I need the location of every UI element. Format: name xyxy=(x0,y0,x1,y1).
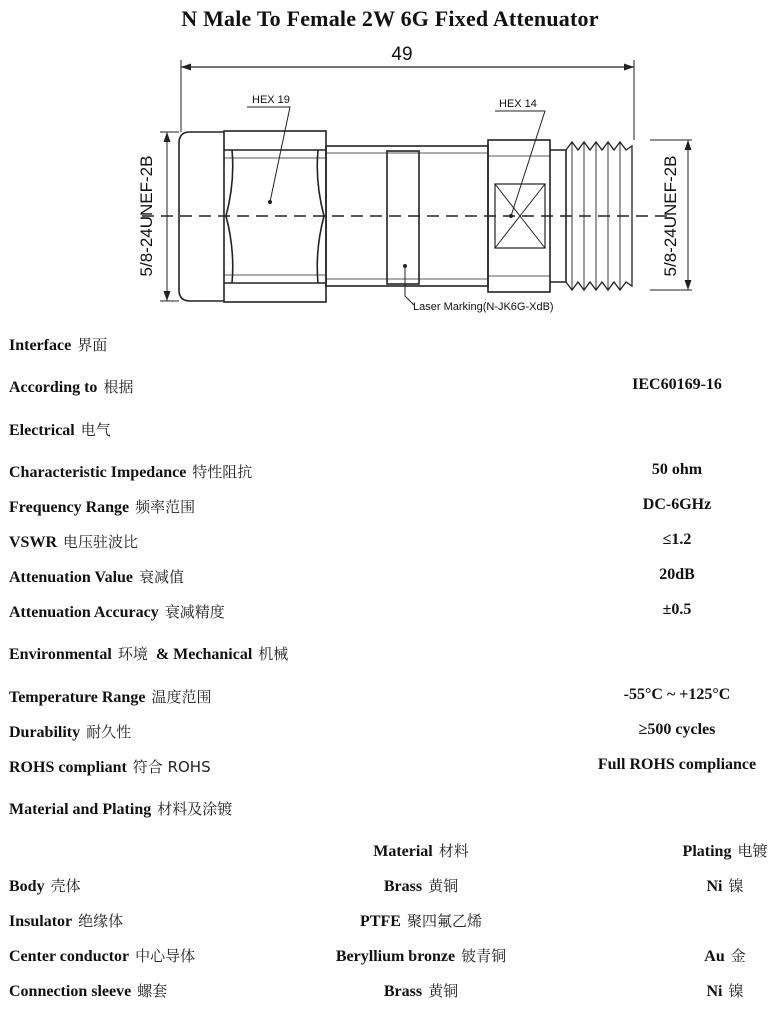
spec-row-attenuation-accuracy: Attenuation Accuracy 衰减精度 ±0.5 xyxy=(9,601,692,621)
spec-value: Full ROHS compliance xyxy=(597,756,757,773)
hex19-label: HEX 19 xyxy=(252,94,290,106)
hex14-label: HEX 14 xyxy=(499,98,537,110)
material-row: Connection sleeve 螺套 Brass 黄铜 Ni 镍 xyxy=(9,982,744,1000)
spec-value: ≤1.2 xyxy=(662,531,692,548)
material-row: Insulator 绝缘体 PTFE 聚四氟乙烯 xyxy=(9,912,482,930)
spec-value: ±0.5 xyxy=(662,601,692,618)
thread-right-label: 5/8-24UNEF-2B xyxy=(661,155,680,277)
material-table-header xyxy=(9,840,771,866)
spec-row-frequency: Frequency Range 频率范围 DC-6GHz xyxy=(9,496,712,516)
page-title: N Male To Female 2W 6G Fixed Attenuator xyxy=(181,6,599,31)
spec-row-according-to: According to 根据 IEC60169-16 xyxy=(9,376,722,396)
spec-value: 20dB xyxy=(659,566,695,583)
spec-row-rohs: ROHS compliant 符合 ROHS Full ROHS compliance xyxy=(9,756,757,776)
spec-value: -55°C ~ +125°C xyxy=(623,686,731,703)
section-material: Material and Plating 材料及涂镀 xyxy=(9,800,233,818)
connector-drawing xyxy=(0,0,780,330)
material-header: Material 材料 xyxy=(373,842,469,860)
material-row: Body 壳体 Brass 黄铜 Ni 镍 xyxy=(9,877,744,895)
dimension-length-label: 49 xyxy=(391,44,413,65)
section-interface: Interface 界面 xyxy=(9,336,108,354)
section-electrical: Electrical 电气 xyxy=(9,421,111,439)
spec-row-durability: Durability 耐久性 ≥500 cycles xyxy=(9,721,716,741)
section-environmental: Environmental 环境 & Mechanical 机械 xyxy=(9,645,289,663)
spec-row-vswr: VSWR 电压驻波比 ≤1.2 xyxy=(9,531,692,551)
spec-value: DC-6GHz xyxy=(642,496,712,513)
spec-value: ≥500 cycles xyxy=(638,721,716,738)
plating-header: Plating 电镀 xyxy=(682,842,768,860)
spec-row-impedance: Characteristic Impedance 特性阻抗 50 ohm xyxy=(9,461,703,481)
spec-value: 50 ohm xyxy=(651,461,703,478)
spec-value: IEC60169-16 xyxy=(632,376,722,393)
spec-row-attenuation-value: Attenuation Value 衰减值 20dB xyxy=(9,566,695,586)
thread-left-label: 5/8-24UNEF-2B xyxy=(137,155,156,277)
spec-row-temperature: Temperature Range 温度范围 -55°C ~ +125°C xyxy=(9,686,731,706)
laser-marking-label: Laser Marking(N-JK6G-XdB) xyxy=(413,301,554,313)
material-row: Center conductor 中心导体 Beryllium bronze 铍青铜 Au 金 xyxy=(9,947,746,965)
